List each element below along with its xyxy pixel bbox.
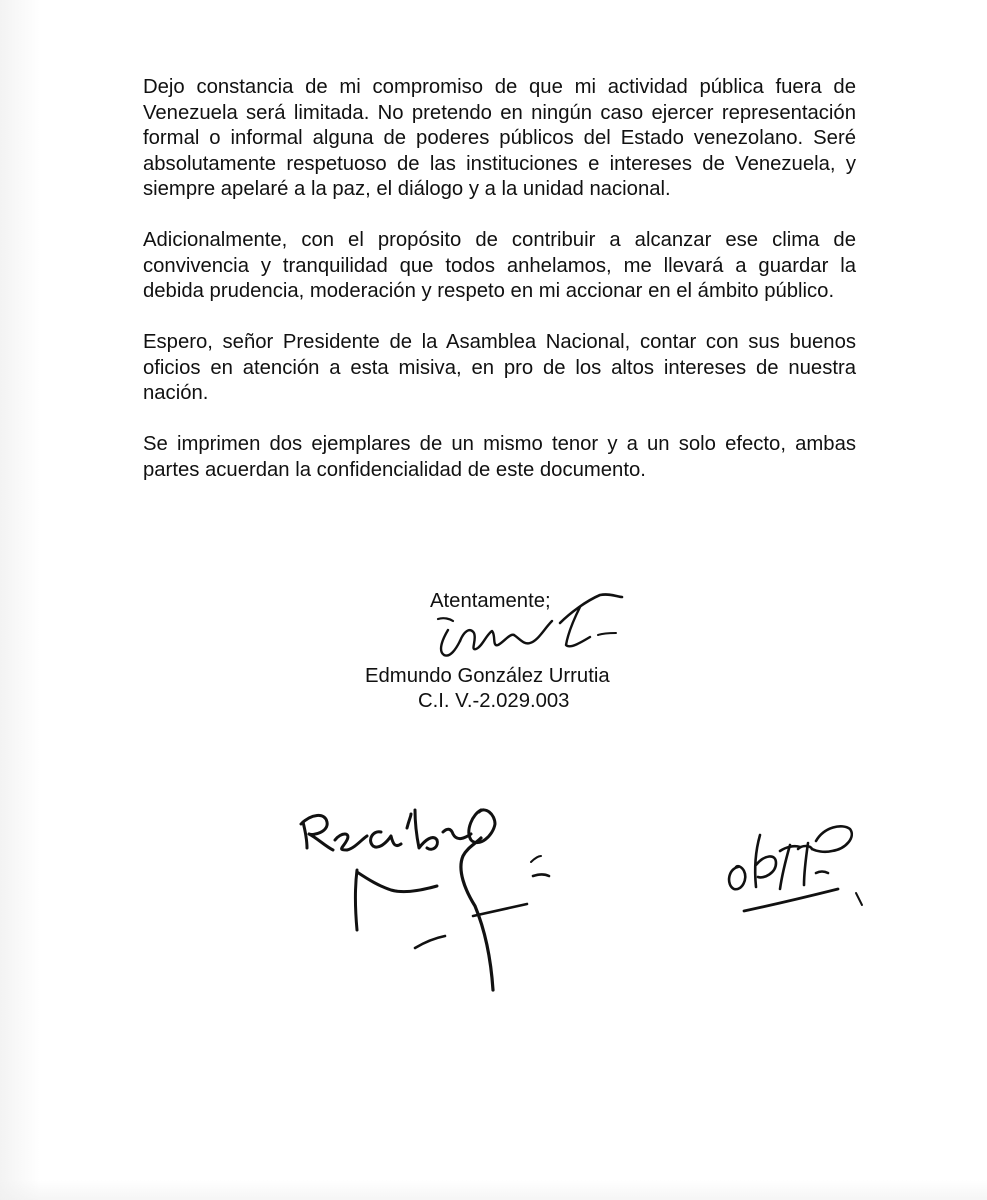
signer-id: C.I. V.-2.029.003 bbox=[418, 690, 570, 712]
signer-name: Edmundo González Urrutia bbox=[365, 665, 610, 687]
closing-salutation: Atentamente; bbox=[430, 590, 551, 612]
received-handwritten-signature bbox=[295, 790, 565, 1005]
letter-body bbox=[143, 75, 856, 509]
paragraph-prudence: Adicionalmente, con el propósito de contribuir a alcanzar ese clima de convivencia y tranquilidad que todos anhelamos, me llevará a guardar la debida prudencia, moderación y respeto en mi accionar en el ámbito público. bbox=[143, 229, 856, 302]
initials-signature bbox=[720, 815, 880, 925]
paragraph-request: Espero, señor Presidente de la Asamblea Nacional, contar con sus buenos oficios en atención a esta misiva, en pro de los altos intereses de nuestra nación. bbox=[143, 331, 856, 404]
paragraph-copies: Se imprimen dos ejemplares de un mismo tenor y a un solo efecto, ambas partes acuerdan la confidencialidad de este documento. bbox=[143, 433, 856, 481]
page-bottom-shadow bbox=[0, 1180, 987, 1200]
paragraph-commitment: Dejo constancia de mi compromiso de que mi actividad pública fuera de Venezuela será limitada. No pretendo en ningún caso ejercer representación formal o informal alguna de poderes públicos del Estado venezolano. Seré absolutamente respetuoso de las instituciones e intereses de Venezuela, y siempre apelaré a la paz, el diálogo y a la unidad nacional. bbox=[143, 76, 856, 200]
signer-signature bbox=[420, 585, 640, 685]
page-left-shadow bbox=[0, 0, 40, 1200]
